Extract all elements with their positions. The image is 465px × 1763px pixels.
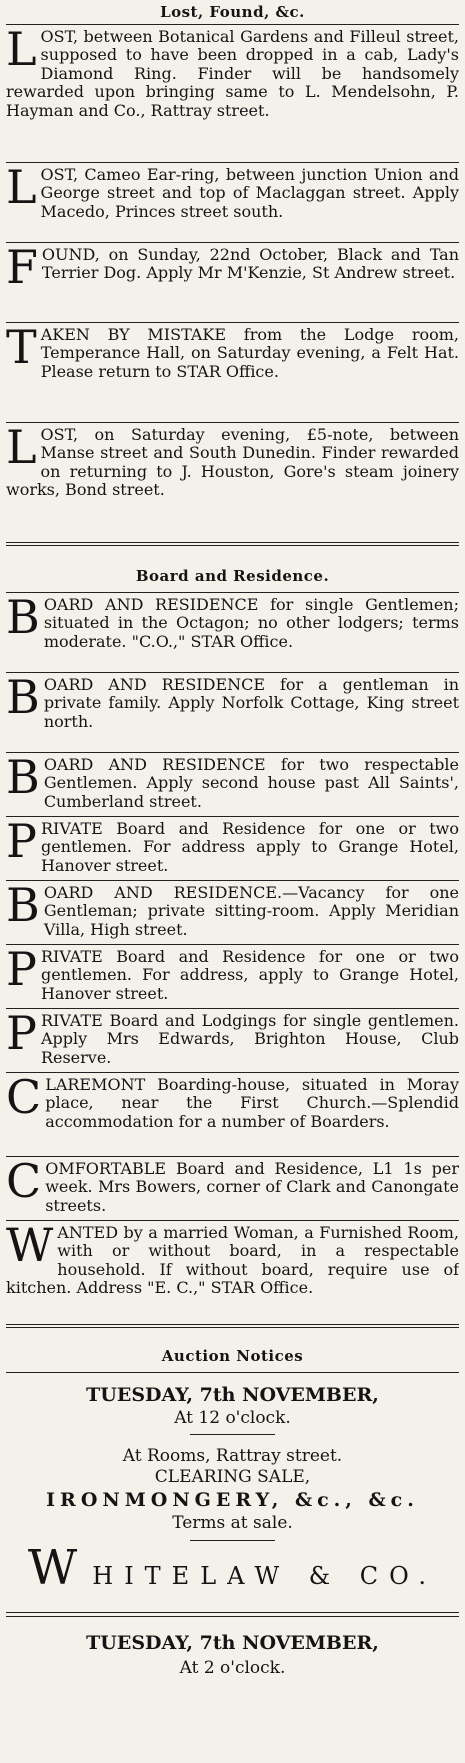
auction-time-2: At 2 o'clock. [179, 1658, 286, 1678]
divider [6, 816, 459, 817]
ad-found-dog: FOUND, on Sunday, 22nd October, Black and Tan Terrier Dog. Apply Mr M'Kenzie, St Andrew street. [6, 246, 459, 294]
auction-time-1: At 12 o'clock. [174, 1408, 291, 1428]
divider [6, 322, 459, 323]
auction-clearing-sale: CLEARING SALE, [154, 1467, 311, 1487]
divider [6, 1072, 459, 1073]
divider [6, 242, 459, 243]
ad-lost-note: LOST, on Saturday evening, £5-note, between Manse street and South Dunedin. Finder rewarded on returning to J. Houston, Gore's steam joinery works, Bond street. [6, 426, 459, 500]
auction-rooms: At Rooms, Rattray street. [122, 1446, 343, 1466]
ad-claremont: CLAREMONT Boarding-house, situated in Moray place, near the First Church.—Splendid accommodation for a number of Boarders. [6, 1076, 459, 1131]
auction-ironmongery: IRONMONGERY, &c., &c. [46, 1489, 419, 1511]
divider [6, 1616, 459, 1617]
section-divider [6, 542, 459, 546]
ad-comfortable-bowers: COMFORTABLE Board and Residence, L1 1s per week. Mrs Bowers, corner of Clark and Canongate streets. [6, 1160, 459, 1215]
divider [6, 1008, 459, 1009]
divider [6, 752, 459, 753]
divider [6, 1220, 459, 1221]
section-heading-auction: Auction Notices [161, 1347, 304, 1365]
ad-private-grange-1: PRIVATE Board and Residence for one or two gentlemen. For address apply to Grange Hotel, Hanover street. [6, 820, 459, 875]
ad-lost-earring: LOST, Cameo Ear-ring, between junction Union and George street and top of Maclaggan street. Apply Macedo, Princes street south. [6, 166, 459, 221]
ad-private-edwards: PRIVATE Board and Lodgings for single gentlemen. Apply Mrs Edwards, Brighton House, Club Reserve. [6, 1012, 459, 1067]
short-divider [190, 1540, 275, 1541]
ad-private-grange-2: PRIVATE Board and Residence for one or two gentlemen. For address, apply to Grange Hotel, Hanover street. [6, 948, 459, 1003]
auction-date-1: TUESDAY, 7th NOVEMBER, [86, 1384, 379, 1406]
ad-board-meridian: BOARD AND RESIDENCE.—Vacancy for one Gentleman; private sitting-room. Apply Meridian Villa, High street. [6, 884, 459, 939]
ad-board-norfolk: BOARD AND RESIDENCE for a gentleman in private family. Apply Norfolk Cottage, King street north. [6, 676, 459, 731]
divider [6, 422, 459, 423]
auction-terms: Terms at sale. [172, 1513, 293, 1533]
section-heading-board: Board and Residence. [135, 567, 330, 585]
section-divider [6, 1324, 459, 1328]
divider [6, 592, 459, 593]
ad-board-all-saints: BOARD AND RESIDENCE for two respectable Gentlemen. Apply second house past All Saints', Cumberland street. [6, 756, 459, 811]
divider [6, 672, 459, 673]
ad-lost-ring: LOST, between Botanical Gardens and Filleul street, supposed to have been dropped in a cab, Lady's Diamond Ring. Finder will be handsomely rewarded upon bringing same to L. Mendelsohn, P. Hayman and Co., Rattray street. [6, 28, 459, 120]
ad-taken-hat: TAKEN BY MISTAKE from the Lodge room, Temperance Hall, on Saturday evening, a Felt Hat. Please return to STAR Office. [6, 326, 459, 381]
divider [6, 1156, 459, 1157]
divider [6, 880, 459, 881]
section-heading-lost-found: Lost, Found, &c. [160, 3, 305, 21]
auction-date-2: TUESDAY, 7th NOVEMBER, [86, 1632, 379, 1654]
divider [6, 944, 459, 945]
divider [6, 24, 459, 25]
ad-board-octagon: BOARD AND RESIDENCE for single Gentlemen; situated in the Octagon; no other lodgers; terms moderate. "C.O.," STAR Office. [6, 596, 459, 651]
divider [6, 1612, 459, 1613]
ad-wanted-room: WANTED by a married Woman, a Furnished Room, with or without board, in a respectable household. If without board, require use of kitchen. Address "E. C.," STAR Office. [6, 1224, 459, 1298]
divider [6, 1372, 459, 1373]
divider [6, 162, 459, 163]
short-divider [190, 1434, 275, 1435]
auctioneer-name: WHITELAW & CO. [27, 1540, 438, 1596]
